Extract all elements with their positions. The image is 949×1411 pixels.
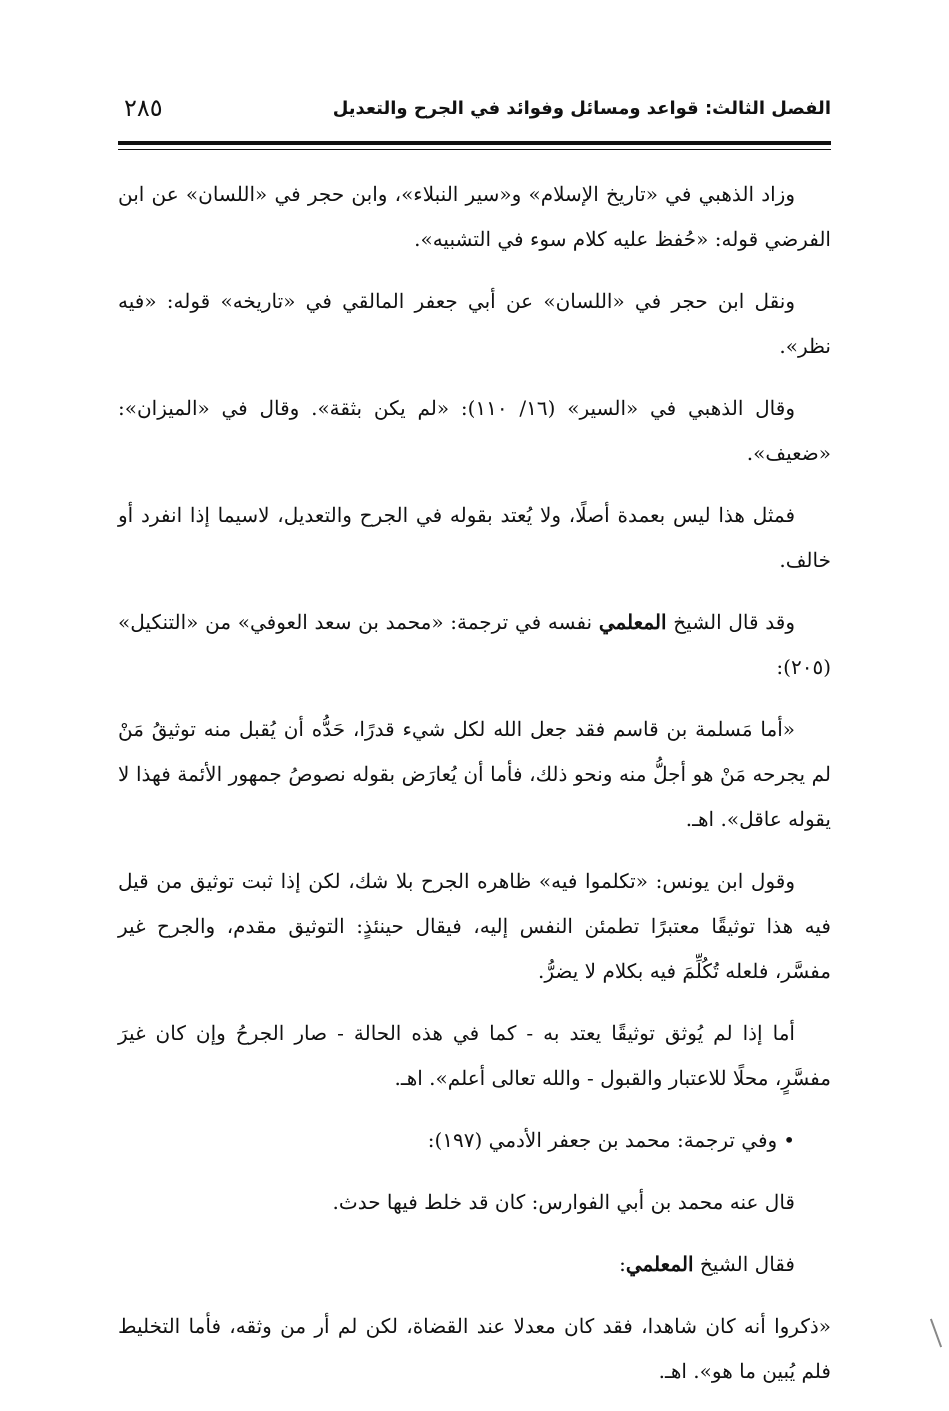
paragraph-11-lead: فقال الشيخ [693,1252,795,1276]
header-rule-thick [118,141,831,145]
paragraph-2: ونقل ابن حجر في «اللسان» عن أبي جعفر المالقي في «تاريخه» قوله: «فيه نظر». [118,289,831,358]
paragraph-1: وزاد الذهبي في «تاريخ الإسلام» و«سير النبلاء»، وابن حجر في «اللسان» عن ابن الفرضي قوله: «حُفظ عليه كلام سوء في التشبيه». [118,182,831,251]
paragraph-5 [118,600,831,690]
paragraph-8: أما إذا لم يُوثق توثيقًا يعتد به - كما في هذه الحالة - صار الجرحُ وإن كان غيرَ مفسَّرٍ، محلًا للاعتبار والقبول - والله تعالى أعلم». اهـ. [118,1021,831,1090]
bullet-item [118,1118,831,1163]
author-name-bold-2: المعلمي [625,1252,694,1276]
author-name-bold: المعلمي [598,610,667,634]
paragraph-4: فمثل هذا ليس بعمدة أصلًا، ولا يُعتد بقوله في الجرح والتعديل، لاسيما إذا انفرد أو خالف. [118,503,831,572]
page-number: ٢٨٥ [124,94,163,122]
bullet-text: وفي ترجمة: محمد بن جعفر الأدمي (١٩٧): [427,1128,778,1152]
paragraph-5-lead: وقد قال الشيخ [666,610,795,634]
paragraph-5-rest: نفسه في ترجمة: «محمد بن سعد العوفي» من «التنكيل» (٢٠٥): [118,610,831,679]
chapter-title: الفصل الثالث: قواعد ومسائل وفوائد في الجرح والتعديل [332,98,831,119]
quote-paragraph-1: «أما مَسلمة بن قاسم فقد جعل الله لكل شيء قدرًا، حَدُّه أن يُقبل منه توثيقُ مَنْ لم يجرحه مَنْ هو أجلُّ منه ونحو ذلك، فأما أن يُعارَض بقوله نصوصُ جمهور الأئمة فهذا لا يقوله عاقل». اهـ. [118,717,831,831]
scan-mark [930,1319,942,1348]
paragraph-10: قال عنه محمد بن أبي الفوارس: كان قد خلط فيها حدث. [332,1190,795,1214]
paragraph-3: وقال الذهبي في «السير» (١٦/ ١١٠): «لم يكن بثقة». وقال في «الميزان»: «ضعيف». [118,396,831,465]
paragraph-7: وقول ابن يونس: «تكلموا فيه» ظاهره الجرح بلا شك، لكن إذا ثبت توثيق من قيل فيه هذا توثيقًا معتبرًا تطمئن النفس إليه، فيقال حينئذٍ: التوثيق مقدم، والجرح غير مفسَّر، فلعله تُكُلِّمَ فيه بكلام لا يضرُّ. [118,869,831,983]
paragraph-11 [118,1242,831,1287]
header-rule-thin [118,149,831,150]
quote-paragraph-2: «ذكروا أنه كان شاهدا، فقد كان معدلا عند القضاة، لكن لم أر من وثقه، فأما التخليط فلم يُبين ما هو». اهـ. [118,1314,831,1383]
bullet-marker: • [783,1128,795,1152]
paragraph-11-rest: : [619,1252,626,1276]
page-body [118,172,831,1411]
running-header [118,92,831,132]
